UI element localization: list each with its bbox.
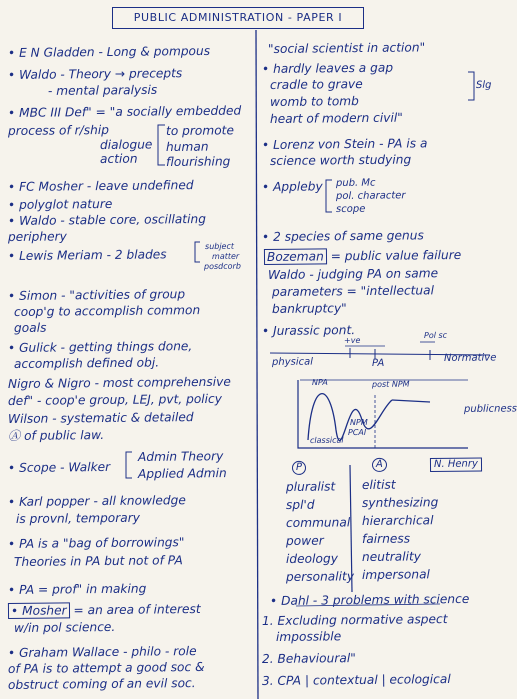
note-waldo-paralysis: - mental paralysis [47,82,158,98]
note-womb: womb to tomb [269,94,359,109]
note-mbc-def: • MBC III Def" = "a socially embedded [7,103,242,120]
mosher-highlight: • Mosher [8,602,70,619]
axis-polsc-label: Pol sc [423,330,448,340]
note-bozeman [264,248,461,265]
note-simon-2: coop'g to accomplish common [13,303,201,319]
nhenry-box: N. Henry [430,457,482,472]
axis-positive-label: +ve [343,335,361,345]
a-item: neutrality [361,549,422,564]
note-mosher-box [8,602,201,619]
note-wallace-3: obstruct coming of an evil soc. [7,676,196,692]
note-gladden: • E N Gladden - Long & pompous [7,43,211,60]
note-waldo-core: • Waldo - stable core, oscillating [7,211,206,228]
bozeman-highlight: Bozeman [264,248,327,265]
note-wilson-1: Wilson - systematic & detailed [7,410,194,426]
note-mosher-polsc: w/in pol science. [13,619,116,635]
mosher-area: = an area of interest [73,601,201,618]
note-bag-1: • PA is a "bag of borrowings" [7,535,185,551]
note-social-scientist: "social scientist in action" [267,40,426,56]
note-mbc-action: action [99,151,138,166]
bozeman-text: = public value failure [330,247,462,264]
note-mbc-dialogue: dialogue [99,137,153,152]
note-nigro-1: Nigro & Nigro - most comprehensive [7,374,231,391]
note-merriam: • Lewis Meriam - 2 blades [7,247,167,263]
note-waldo-judging: Waldo - judging PA on same [267,266,439,282]
note-dahl: • Dahl - 3 problems with science [269,591,470,608]
page-title: PUBLIC ADMINISTRATION - PAPER I [112,7,364,29]
p-item: personality [285,569,355,584]
note-wallace-1: • Graham Wallace - philo - role [7,644,197,660]
note-dahl-1a: 1. Excluding normative aspect [261,612,448,628]
note-stein-1: • Lorenz von Stein - PA is a [261,136,428,152]
p-item: spl'd [285,497,315,512]
a-item: impersonal [361,567,430,582]
graph-npm-label: NPM [349,417,368,427]
note-gulick-1: • Gulick - getting things done, [7,339,193,355]
p-item: power [285,533,324,548]
note-popper-1: • Karl popper - all knowledge [7,493,186,509]
note-wallace-2: of PA is to attempt a good soc & [7,659,205,676]
note-heart: heart of modern civil" [269,110,403,126]
note-appleby-pol: pol. character [335,190,406,202]
note-hardly-gap: • hardly leaves a gap [261,60,394,76]
graph-npa-label: NPA [311,377,328,387]
note-dahl-1b: impossible [275,629,342,644]
note-waldo-bankruptcy: bankruptcy" [271,301,347,316]
note-stein-2: science worth studying [269,152,412,168]
note-admin-theory: Admin Theory [137,449,224,464]
note-blade-subject: subject [204,241,235,251]
note-gulick-2: accomplish defined obj. [13,355,160,371]
axis-pa-label: PA [371,357,385,369]
note-nigro-2: def" - coop'e group, LEJ, pvt, policy [7,391,223,408]
p-item: ideology [285,551,338,566]
note-jurassic: • Jurassic pont. [261,323,356,338]
note-prof: • PA = prof" in making [7,581,147,597]
note-periphery: periphery [7,229,67,244]
axis-physical-label: physical [271,356,314,368]
p-item: pluralist [285,479,336,494]
a-item: synthesizing [361,495,439,510]
note-species: • 2 species of same genus [261,228,424,244]
note-mosher-undefined: • FC Mosher - leave undefined [7,178,194,194]
a-item: elitist [361,477,396,492]
note-dahl-3: 3. CPA | contextual | ecological [261,672,451,688]
note-waldo-parameters: parameters = "intellectual [271,283,435,299]
note-simon-1: • Simon - "activities of group [7,287,186,303]
note-popper-2: is provnl, temporary [15,510,140,526]
note-applied-admin: Applied Admin [137,466,227,481]
note-appleby-scope: scope [335,203,366,215]
note-mbc-human: human [165,139,209,154]
note-appleby-pub: pub. Mc [335,177,376,189]
note-mbc-promote: to promote [165,123,234,138]
p-column-head: P [292,461,306,475]
note-bag-2: Theories in PA but not of PA [13,553,183,569]
note-appleby: • Appleby [261,179,323,194]
a-column-head: A [372,458,387,472]
graph-publicness-label: publicness [463,403,517,415]
note-wilson-2: Ⓐ of public law. [7,427,105,443]
a-item: hierarchical [361,513,434,528]
note-blade-posdcorb: posdcorb [203,261,241,271]
note-mbc-process: process of r/ship [7,122,109,138]
p-item: communal [285,515,351,530]
note-waldo-theory: • Waldo - Theory → precepts [7,66,183,82]
note-simon-3: goals [13,320,47,335]
note-slg: Slg [475,79,492,91]
note-mbc-flourishing: flourishing [165,154,231,169]
note-cradle: cradle to grave [269,77,363,92]
graph-postnpm-label: post NPM [371,379,410,389]
note-blade-matter: matter [211,251,240,261]
note-polyglot: • polyglot nature [7,196,113,212]
note-dahl-2: 2. Behavioural" [261,651,356,666]
graph-pcai-label: PCAI [347,427,367,437]
axis-normative-label: Normative [443,352,497,364]
note-scope-walker: • Scope - Walker [7,459,111,475]
graph-classical-label: classical [309,435,344,445]
a-item: fairness [361,531,411,546]
